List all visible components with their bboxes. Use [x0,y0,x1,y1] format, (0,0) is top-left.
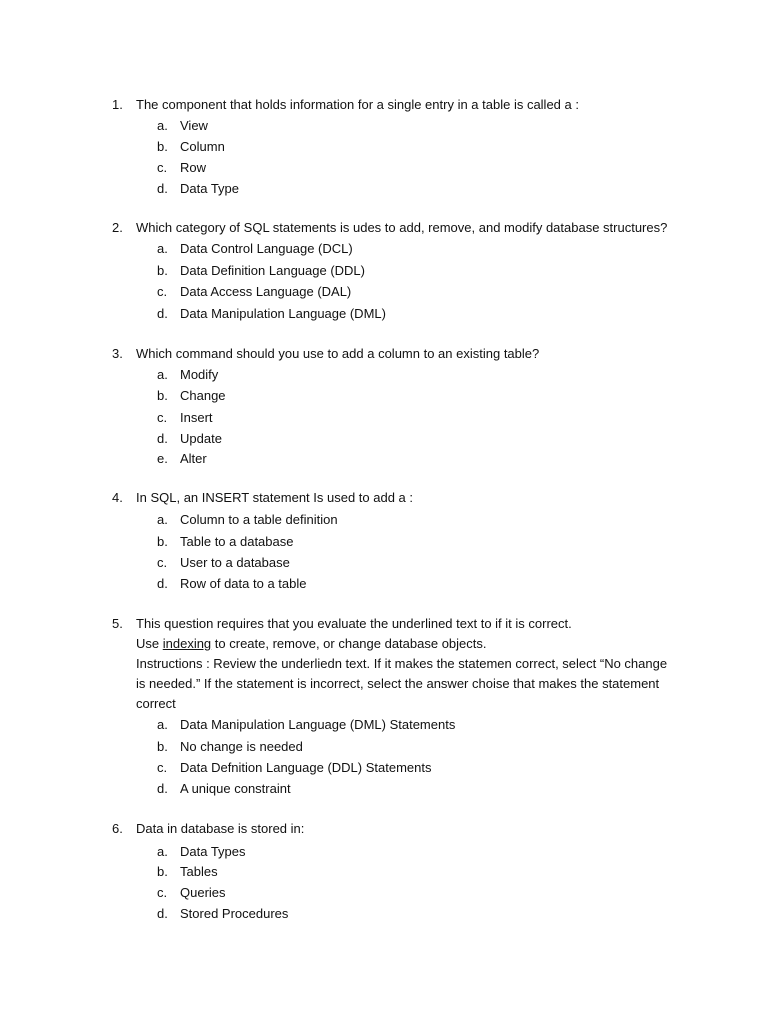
option-letter: b. [157,534,168,549]
question-text [136,218,688,238]
option-item[interactable] [0,303,768,324]
option-item[interactable] [0,260,768,281]
option-item[interactable] [0,428,768,449]
option-item[interactable] [0,882,768,903]
option-text: Alter [180,451,207,466]
option-text: View [180,118,208,133]
option-letter: b. [157,263,168,278]
question-number: 3. [112,346,123,361]
option-letter: c. [157,555,168,570]
option-text: User to a database [180,555,290,570]
option-item[interactable] [0,573,768,594]
question-text-line: Data in database is stored in: [136,821,305,836]
text-after: to create, remove, or change database objects. [211,636,487,651]
option-text: Column [180,139,225,154]
question-text [136,488,688,508]
option-letter: a. [157,241,168,256]
option-text: Data Types [180,844,246,859]
option-letter: c. [157,760,168,775]
option-text: A unique constraint [180,781,291,796]
question-text-line: Which command should you use to add a column to an existing table? [136,346,540,361]
option-letter: c. [157,160,168,175]
question-text-line [136,634,688,654]
option-text: Stored Procedures [180,906,289,921]
question-text [136,344,688,364]
option-item[interactable] [0,861,768,882]
option-item[interactable] [0,841,768,862]
question-text-line: The component that holds information for a single entry in a table is called a : [136,97,579,112]
option-letter: b. [157,388,168,403]
option-letter: a. [157,367,168,382]
option-text: Update [180,431,222,446]
question-text-line: This question requires that you evaluate the underlined text to if it is correct. [136,616,572,631]
option-letter: b. [157,139,168,154]
option-item[interactable] [0,757,768,778]
option-letter: a. [157,717,168,732]
option-item[interactable] [0,531,768,552]
option-text: Insert [180,410,213,425]
option-text: Tables [180,864,218,879]
option-item[interactable] [0,714,768,735]
question-number: 2. [112,220,123,235]
option-text: Data Access Language (DAL) [180,284,352,299]
option-letter: c. [157,410,168,425]
option-item[interactable] [0,448,768,469]
option-text: Table to a database [180,534,294,549]
question-text-line: Instructions : Review the underliedn text. If it makes the statemen correct, select “No change [136,656,668,671]
underlined-text: indexing [162,636,212,651]
option-item[interactable] [0,903,768,924]
option-item[interactable] [0,736,768,757]
option-item[interactable] [0,238,768,259]
option-text: Row of data to a table [180,576,307,591]
option-letter: d. [157,306,168,321]
option-text: No change is needed [180,739,303,754]
option-item[interactable] [0,552,768,573]
text-before: Use [136,636,163,651]
option-letter: d. [157,781,168,796]
option-letter: c. [157,885,168,900]
option-text: Data Type [180,181,240,196]
question-number: 6. [112,821,123,836]
option-letter: d. [157,181,168,196]
option-text: Column to a table definition [180,512,338,527]
option-text: Data Defnition Language (DDL) Statements [180,760,432,775]
option-item[interactable] [0,136,768,157]
question-text-line: In SQL, an INSERT statement Is used to add a : [136,490,414,505]
question-text-line: is needed.” If the statement is incorrect, select the answer choise that makes the statement [136,676,660,691]
question-text [136,95,688,115]
question-text [136,819,688,839]
question-number: 5. [112,616,123,631]
option-item[interactable] [0,178,768,199]
option-letter: d. [157,431,168,446]
option-item[interactable] [0,778,768,799]
option-text: Modify [180,367,219,382]
option-letter: d. [157,906,168,921]
option-item[interactable] [0,281,768,302]
option-letter: e. [157,451,168,466]
option-item[interactable] [0,364,768,385]
option-letter: c. [157,284,168,299]
option-letter: a. [157,118,168,133]
option-text: Data Manipulation Language (DML) Statements [180,717,456,732]
option-item[interactable] [0,115,768,136]
option-item[interactable] [0,385,768,406]
option-text: Data Manipulation Language (DML) [180,306,386,321]
option-text: Change [180,388,226,403]
option-item[interactable] [0,509,768,530]
question-number: 4. [112,490,123,505]
option-letter: a. [157,844,168,859]
option-letter: a. [157,512,168,527]
question-text-line: correct [136,696,176,711]
option-text: Data Definition Language (DDL) [180,263,365,278]
question-number: 1. [112,97,123,112]
option-letter: d. [157,576,168,591]
option-text: Queries [180,885,226,900]
option-text: Data Control Language (DCL) [180,241,353,256]
option-item[interactable] [0,407,768,428]
option-text: Row [180,160,207,175]
option-item[interactable] [0,157,768,178]
option-letter: b. [157,739,168,754]
option-letter: b. [157,864,168,879]
question-text-line: Which category of SQL statements is udes to add, remove, and modify database structures? [136,220,668,235]
question-text [136,614,688,714]
